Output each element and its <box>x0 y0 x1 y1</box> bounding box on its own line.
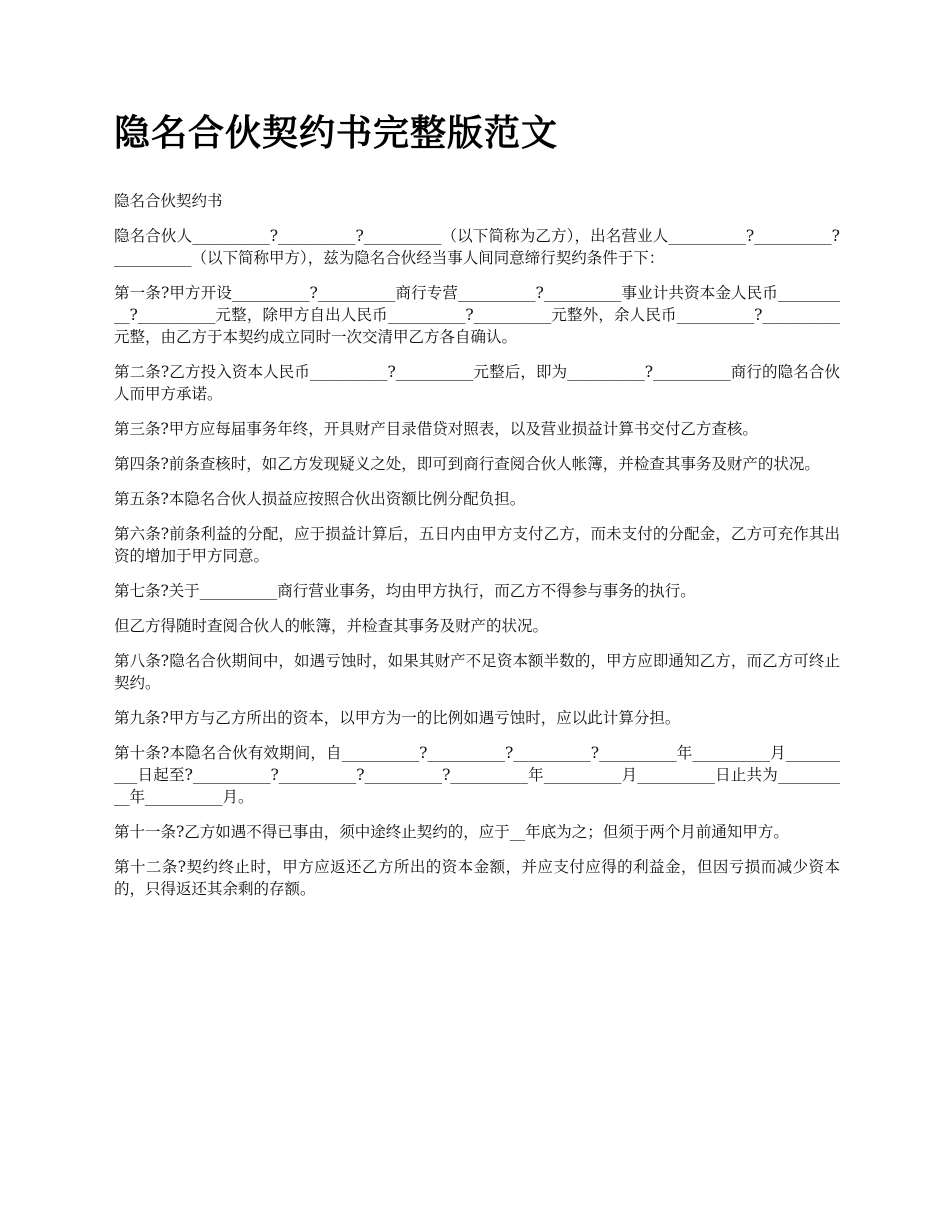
article-7-continued: 但乙方得随时查阅合伙人的帐簿，并检查其事务及财产的状况。 <box>114 617 549 635</box>
article-7: 第七条?关于__________商行营业事务，均由甲方执行，而乙方不得参与事务的执行。 <box>114 582 696 600</box>
document-title: 隐名合伙契约书完整版范文 <box>114 113 559 154</box>
article-12: 第十二条?契约终止时，甲方应返还乙方所出的资本金额，并应支付应得的利益金，但因亏损而减少资本的，只得返还其余剩的存额。 <box>114 858 840 898</box>
intro-paragraph: 隐名合伙人__________?__________?__________（以下简称为乙方），出名营业人__________?__________?__________（以下简称甲方），兹为隐名合伙经当事人间同意缔行契约条件于下： <box>114 227 840 267</box>
article-3: 第三条?甲方应每届事务年终，开具财产目录借贷对照表，以及营业损益计算书交付乙方查核。 <box>114 420 758 438</box>
article-8: 第八条?隐名合伙期间中，如遇亏蚀时，如果其财产不足资本额半数的，甲方应即通知乙方，而乙方可终止契约。 <box>114 652 840 692</box>
article-2: 第二条?乙方投入资本人民币__________?__________元整后，即为__________?__________商行的隐名合伙人而甲方承诺。 <box>114 363 840 403</box>
article-6: 第六条?前条利益的分配，应于损益计算后，五日内由甲方支付乙方，而未支付的分配金，乙方可充作其出资的增加于甲方同意。 <box>114 525 840 565</box>
document-page <box>114 108 840 913</box>
article-4: 第四条?前条查核时，如乙方发现疑义之处，即可到商行查阅合伙人帐簿，并检查其事务及财产的状况。 <box>114 455 820 473</box>
article-5: 第五条?本隐名合伙人损益应按照合伙出资额比例分配负担。 <box>114 490 526 508</box>
article-9: 第九条?甲方与乙方所出的资本，以甲方为一的比例如遇亏蚀时，应以此计算分担。 <box>114 709 681 727</box>
document-subtitle: 隐名合伙契约书 <box>114 192 223 210</box>
article-10: 第十条?本隐名合伙有效期间，自__________?__________?__________?__________年__________月__________日起至?__________?__________?__________?__________年__________月__________日止共为__________年__________月。 <box>114 744 840 806</box>
article-11: 第十一条?乙方如遇不得已事由，须中途终止契约的，应于__年底为之；但须于两个月前通知甲方。 <box>114 823 789 841</box>
article-1: 第一条?甲方开设__________?__________商行专营__________?__________事业计共资本金人民币__________?__________元整，除甲方自出人民币__________?__________元整外，余人民币__________?__________元整，由乙方于本契约成立同时一次交清甲乙方各自确认。 <box>114 284 840 346</box>
